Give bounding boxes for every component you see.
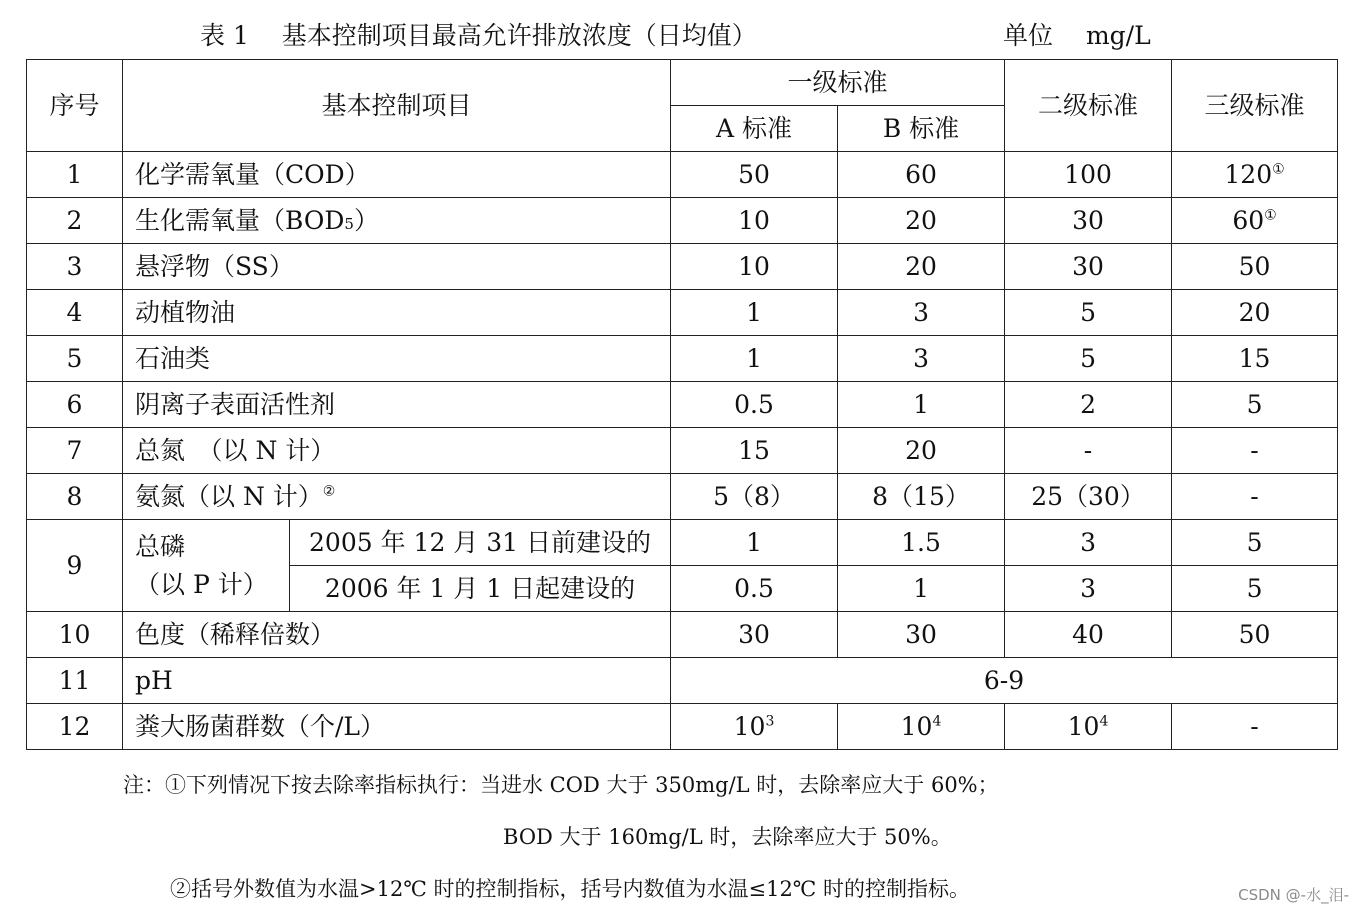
- cell-l3: 5: [1172, 566, 1338, 612]
- row-seq: 5: [27, 336, 123, 382]
- cell-l2: 5: [1005, 336, 1172, 382]
- table-row: [27, 382, 1338, 428]
- cell-l2: 40: [1005, 612, 1172, 658]
- cell-b: 3: [838, 290, 1005, 336]
- unit-label: 单位 mg/L: [1003, 21, 1151, 50]
- footnote-1: 注：①下列情况下按去除率指标执行：当进水 COD 大于 350mg/L 时，去除率应大于 60%；: [123, 773, 999, 797]
- cell-l3: -: [1172, 428, 1338, 474]
- row-item-line2: （以 P 计）: [135, 569, 268, 599]
- header-level1-a: A 标准: [671, 106, 838, 152]
- row-item: [123, 520, 290, 612]
- cell-b: 3: [838, 336, 1005, 382]
- cell-b: 1: [838, 566, 1005, 612]
- row-item: 动植物油: [123, 290, 671, 336]
- row-seq: 11: [27, 658, 123, 704]
- cell-l2: 30: [1005, 198, 1172, 244]
- cell-b: 20: [838, 428, 1005, 474]
- cell-l3-value: 120: [1224, 159, 1273, 189]
- cell-l2: 5: [1005, 290, 1172, 336]
- table-row: [27, 336, 1338, 382]
- cell-l2: 100: [1005, 152, 1172, 198]
- cell-b: 20: [838, 244, 1005, 290]
- cell-l3-value: 60: [1232, 205, 1265, 235]
- cell-b: 8（15）: [838, 474, 1005, 520]
- footnote-1-cont: BOD 大于 160mg/L 时，去除率应大于 50%。: [503, 825, 952, 849]
- row-item: 石油类: [123, 336, 671, 382]
- cell-b: 1: [838, 382, 1005, 428]
- row-condition: 2006 年 1 月 1 日起建设的: [290, 566, 671, 612]
- cell-l3: 20: [1172, 290, 1338, 336]
- cell-b: [838, 704, 1005, 750]
- row-seq: 9: [27, 520, 123, 612]
- row-seq: 7: [27, 428, 123, 474]
- cell-l3: 15: [1172, 336, 1338, 382]
- row-item-text: 生化需氧量（BOD: [135, 205, 345, 235]
- row-item: 化学需氧量（COD）: [123, 152, 671, 198]
- cell-l2: 30: [1005, 244, 1172, 290]
- cell-l2-base: 10: [1067, 711, 1100, 741]
- cell-l3: 50: [1172, 244, 1338, 290]
- cell-l2: 3: [1005, 566, 1172, 612]
- row-seq: 12: [27, 704, 123, 750]
- row-item: pH: [123, 658, 671, 704]
- cell-l2: 2: [1005, 382, 1172, 428]
- table-row: [27, 152, 1338, 198]
- cell-a: 5（8）: [671, 474, 838, 520]
- cell-a: 1: [671, 520, 838, 566]
- cell-b: 1.5: [838, 520, 1005, 566]
- table-title: [0, 16, 1365, 52]
- row-seq: 3: [27, 244, 123, 290]
- cell-a: 1: [671, 290, 838, 336]
- cell-l3: 5: [1172, 520, 1338, 566]
- cell-a: 1: [671, 336, 838, 382]
- cell-a: 10: [671, 244, 838, 290]
- cell-a: [671, 704, 838, 750]
- table-row: [27, 428, 1338, 474]
- row-item-text: 氨氮（以 N 计）: [135, 481, 323, 511]
- header-level2: 二级标准: [1005, 60, 1172, 152]
- cell-b: 60: [838, 152, 1005, 198]
- header-level1: 一级标准: [671, 60, 1005, 106]
- cell-merged: 6-9: [671, 658, 1338, 704]
- row-seq: 10: [27, 612, 123, 658]
- row-condition: 2005 年 12 月 31 日前建设的: [290, 520, 671, 566]
- cell-a: 0.5: [671, 566, 838, 612]
- header-level1-b: B 标准: [838, 106, 1005, 152]
- header-item: 基本控制项目: [123, 60, 671, 152]
- row-seq: 2: [27, 198, 123, 244]
- footnote-marker: ①: [1264, 207, 1277, 224]
- row-item: 悬浮物（SS）: [123, 244, 671, 290]
- footnote-2: ②括号外数值为水温>12℃ 时的控制指标，括号内数值为水温≤12℃ 时的控制指标。: [170, 877, 970, 901]
- cell-b-base: 10: [900, 711, 933, 741]
- table-row: [27, 474, 1338, 520]
- table-row: [27, 612, 1338, 658]
- footnote-marker: ②: [322, 483, 336, 500]
- cell-l3: -: [1172, 474, 1338, 520]
- cell-l2: 3: [1005, 520, 1172, 566]
- row-item: [123, 198, 671, 244]
- header-seq: 序号: [27, 60, 123, 152]
- cell-b: 30: [838, 612, 1005, 658]
- cell-a: 0.5: [671, 382, 838, 428]
- footnote-marker: ①: [1272, 161, 1285, 178]
- cell-l3: 50: [1172, 612, 1338, 658]
- row-item: [123, 474, 671, 520]
- row-seq: 4: [27, 290, 123, 336]
- row-seq: 1: [27, 152, 123, 198]
- table-row: [27, 658, 1338, 704]
- cell-a-exponent: 3: [765, 713, 775, 730]
- row-item: 总氮 （以 N 计）: [123, 428, 671, 474]
- header-level3: 三级标准: [1172, 60, 1338, 152]
- cell-l2: -: [1005, 428, 1172, 474]
- cell-b: 20: [838, 198, 1005, 244]
- cell-l2-exponent: 4: [1099, 713, 1109, 730]
- cell-a: 10: [671, 198, 838, 244]
- cell-a-base: 10: [733, 711, 766, 741]
- row-item: 色度（稀释倍数）: [123, 612, 671, 658]
- table-row: [27, 704, 1338, 750]
- cell-a: 15: [671, 428, 838, 474]
- standards-table: [26, 59, 1338, 750]
- cell-l3: [1172, 152, 1338, 198]
- table-row: [27, 244, 1338, 290]
- cell-l3: 5: [1172, 382, 1338, 428]
- table-row: [27, 290, 1338, 336]
- row-seq: 8: [27, 474, 123, 520]
- cell-l2: [1005, 704, 1172, 750]
- subscript: 5: [344, 214, 354, 233]
- table-row: [27, 520, 1338, 566]
- header-row-1: [27, 60, 1338, 106]
- cell-l3: -: [1172, 704, 1338, 750]
- row-seq: 6: [27, 382, 123, 428]
- cell-a: 50: [671, 152, 838, 198]
- watermark: CSDN @-水_泪-: [1238, 886, 1349, 904]
- cell-l3: [1172, 198, 1338, 244]
- row-item-line1: 总磷: [135, 531, 186, 561]
- row-item: 粪大肠菌群数（个/L）: [123, 704, 671, 750]
- table-title-text: 表 1 基本控制项目最高允许排放浓度（日均值）: [200, 21, 757, 50]
- row-item: 阴离子表面活性剂: [123, 382, 671, 428]
- cell-l2: 25（30）: [1005, 474, 1172, 520]
- cell-b-exponent: 4: [932, 713, 942, 730]
- row-item-text-end: ）: [353, 205, 379, 235]
- cell-a: 30: [671, 612, 838, 658]
- table-row: [27, 198, 1338, 244]
